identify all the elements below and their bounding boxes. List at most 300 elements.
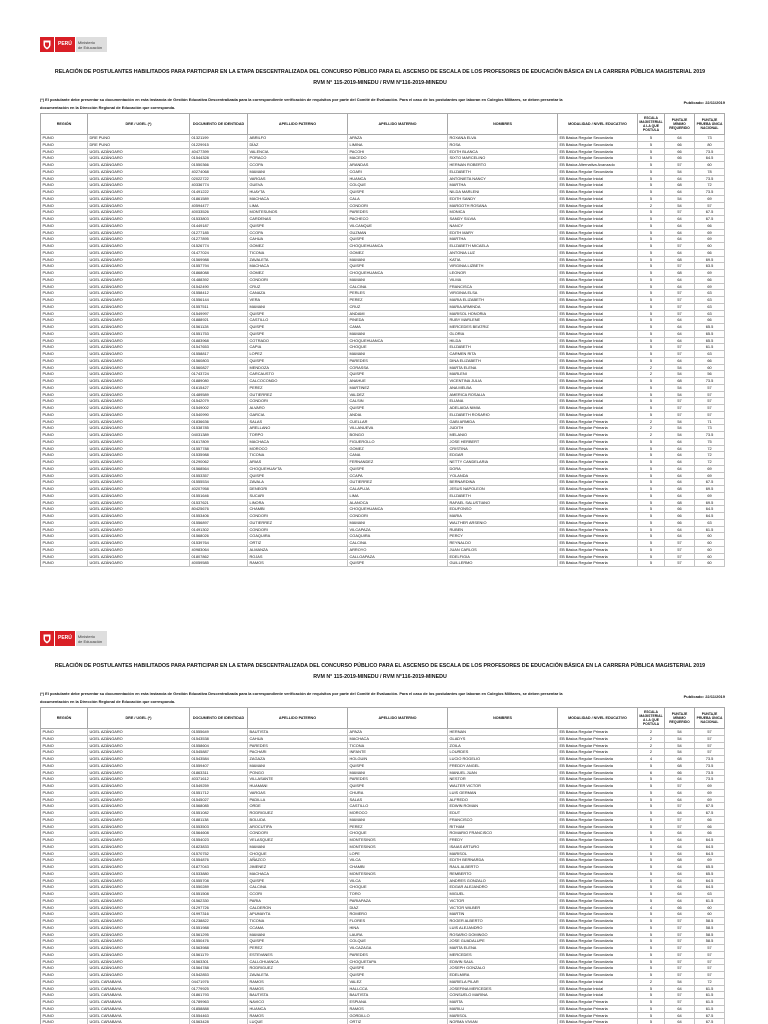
cell-modality-level: EB Básica Regular Secundaria: [558, 864, 638, 871]
table-row: [41, 459, 725, 466]
cell-dre-ugel: UGEL AZÁNGARO: [88, 270, 190, 277]
cell-document-id: 01557511: [190, 304, 248, 311]
cell-min-score: 64: [665, 459, 695, 466]
cell-maternal-surname: MAMANI: [348, 817, 448, 824]
cell-scale: 2: [638, 365, 665, 372]
cell-modality-level: EB Básica Regular Inicial: [558, 270, 638, 277]
cell-dre-ugel: UGEL AZÁNGARO: [88, 891, 190, 898]
cell-scale: 5: [638, 938, 665, 945]
cell-document-id: 01551988: [190, 925, 248, 932]
cell-exam-score: 69: [695, 783, 725, 790]
cell-dre-ugel: UGEL AZÁNGARO: [88, 398, 190, 405]
cell-exam-score: 73.5: [695, 432, 725, 439]
cell-dre-ugel: UGEL AZÁNGARO: [88, 284, 190, 291]
cell-min-score: 64: [665, 135, 695, 142]
cell-modality-level: EB Básica Regular Secundaria: [558, 155, 638, 162]
cell-exam-score: 69: [695, 797, 725, 804]
cell-modality-level: EB Básica Regular Secundaria: [558, 837, 638, 844]
cell-modality-level: EB Básica Regular Secundaria: [558, 965, 638, 972]
cell-paternal-surname: CHOQUEHUAYTA: [248, 466, 348, 473]
cell-dre-ugel: UGEL AZÁNGARO: [88, 743, 190, 750]
cell-modality-level: EB Básica Regular Secundaria: [558, 891, 638, 898]
cell-given-names: EDELMIRA: [448, 972, 558, 979]
cell-modality-level: EB Básica Regular Inicial: [558, 257, 638, 264]
cell-min-score: 54: [665, 743, 695, 750]
cell-min-score: 57: [665, 945, 695, 952]
cell-region: PUNO: [41, 250, 88, 257]
cell-paternal-surname: PEREZ: [248, 385, 348, 392]
cell-maternal-surname: MACHACA: [348, 736, 448, 743]
cell-scale: 5: [638, 1006, 665, 1013]
cell-paternal-surname: ARELLANO: [248, 425, 348, 432]
cell-document-id: 01997316: [190, 911, 248, 918]
cell-modality-level: EB Básica Regular Primaria: [558, 743, 638, 750]
cell-paternal-surname: BAUTISTA: [248, 729, 348, 736]
cell-region: PUNO: [41, 135, 88, 142]
cell-maternal-surname: TORO: [348, 891, 448, 898]
cell-min-score: 54: [665, 371, 695, 378]
cell-dre-ugel: UGEL AZÁNGARO: [88, 790, 190, 797]
cell-scale: 5: [638, 898, 665, 905]
cell-min-score: 68: [665, 378, 695, 385]
column-header-document-id: DOCUMENTO DE IDENTIDAD: [190, 708, 248, 729]
cell-given-names: HERNAN ROBERTO: [448, 162, 558, 169]
cell-modality-level: EB Básica Regular Primaria: [558, 419, 638, 426]
cell-scale: 2: [638, 749, 665, 756]
cell-maternal-surname: VILCAPAZA: [348, 527, 448, 534]
cell-given-names: DORA: [448, 466, 558, 473]
cell-paternal-surname: QUISPE: [248, 223, 348, 230]
table-row: [41, 857, 725, 864]
cell-given-names: GABI ARMIDA: [448, 419, 558, 426]
cell-region: PUNO: [41, 493, 88, 500]
cell-exam-score: 69: [695, 857, 725, 864]
table-row: [41, 196, 725, 203]
cell-maternal-surname: QUISPE: [348, 783, 448, 790]
cell-dre-ugel: UGEL AZÁNGARO: [88, 149, 190, 156]
cell-document-id: 01489589: [190, 392, 248, 399]
cell-dre-ugel: UGEL AZÁNGARO: [88, 925, 190, 932]
column-header-given-names: NOMBRES: [448, 114, 558, 135]
cell-dre-ugel: UGEL AZÁNGARO: [88, 547, 190, 554]
cell-modality-level: EB Básica Regular Secundaria: [558, 938, 638, 945]
cell-maternal-surname: QUISPE: [348, 972, 448, 979]
cell-dre-ugel: UGEL AZÁNGARO: [88, 331, 190, 338]
table-row: [41, 932, 725, 939]
cell-region: PUNO: [41, 142, 88, 149]
cell-region: PUNO: [41, 317, 88, 324]
cell-exam-score: 72: [695, 452, 725, 459]
cell-document-id: 01823833: [190, 844, 248, 851]
document-note: (*) El postulante debe presentar su documentación en esta instancia de Gestión Educativa Descentralizada para la correspondiente verificación de requisitos por parte del Comité de Evaluación. Para el caso de los postulantes que laboran en Colegios Militares, se deben presentar la documentación en la Dirección Regional de Educación que corresponda.: [40, 97, 563, 110]
cell-modality-level: EB Básica Regular Inicial: [558, 304, 638, 311]
cell-given-names: GUILLERMO: [448, 560, 558, 567]
cell-exam-score: 61.5: [695, 986, 725, 993]
cell-document-id: 40336774: [190, 182, 248, 189]
cell-min-score: 66: [665, 506, 695, 513]
cell-dre-ugel: UGEL AZÁNGARO: [88, 878, 190, 885]
document-title: RELACIÓN DE POSTULANTES HABILITADOS PARA PARTICIPAR EN LA ETAPA DESCENTRALIZADA DEL CONCURSO PÚBLICO PARA EL ASCENSO DE ESCALA DE LOS PROFESORES DE EDUCACIÓN BÁSICA EN LA CARRERA PÚBLICA MAGISTERIAL 2019: [54, 69, 706, 75]
cell-modality-level: EB Básica Regular Inicial: [558, 331, 638, 338]
cell-given-names: HERNAN: [448, 729, 558, 736]
cell-scale: 5: [638, 209, 665, 216]
cell-scale: 2: [638, 979, 665, 986]
cell-region: PUNO: [41, 257, 88, 264]
cell-document-id: 01549002: [190, 405, 248, 412]
cell-paternal-surname: TICONA: [248, 452, 348, 459]
cell-scale: 5: [638, 223, 665, 230]
cell-document-id: 40033526: [190, 209, 248, 216]
cell-maternal-surname: PAREDES: [348, 776, 448, 783]
column-header-document-id: DOCUMENTO DE IDENTIDAD: [190, 114, 248, 135]
cell-paternal-surname: LINORA: [248, 500, 348, 507]
cell-given-names: SIXTO MARCELINO: [448, 155, 558, 162]
cell-maternal-surname: CHOQUE: [348, 830, 448, 837]
cell-dre-ugel: UGEL CARABAYA: [88, 999, 190, 1006]
cell-scale: 5: [638, 182, 665, 189]
cell-modality-level: EB Básica Regular Inicial: [558, 311, 638, 318]
cell-exam-score: 64.5: [695, 851, 725, 858]
cell-given-names: FREDY: [448, 837, 558, 844]
table-row: [41, 540, 725, 547]
cell-scale: 5: [638, 776, 665, 783]
cell-modality-level: EB Básica Regular Primaria: [558, 473, 638, 480]
cell-document-id: 02022722: [190, 176, 248, 183]
cell-scale: 5: [638, 493, 665, 500]
cell-scale: 5: [638, 911, 665, 918]
cell-min-score: 64: [665, 479, 695, 486]
cell-dre-ugel: UGEL AZÁNGARO: [88, 176, 190, 183]
cell-maternal-surname: BONGO: [348, 432, 448, 439]
cell-maternal-surname: MAMANI: [348, 520, 448, 527]
cell-given-names: EDGAR ALEJANDRO: [448, 884, 558, 891]
cell-exam-score: 57: [695, 945, 725, 952]
cell-min-score: 66: [665, 149, 695, 156]
cell-paternal-surname: CALLOHUANCA: [248, 959, 348, 966]
cell-document-id: 01491222: [190, 189, 248, 196]
cell-exam-score: 66: [695, 830, 725, 837]
cell-paternal-surname: RAMOS: [248, 986, 348, 993]
table-row: [41, 263, 725, 270]
cell-modality-level: EB Básica Regular Inicial: [558, 317, 638, 324]
cell-scale: 5: [638, 230, 665, 237]
table-row: [41, 317, 725, 324]
cell-dre-ugel: UGEL AZÁNGARO: [88, 540, 190, 547]
column-header-scale: ESCALA MAGISTERIAL A LA QUE POSTULA: [638, 114, 665, 135]
cell-maternal-surname: CHOQUEHUANCA: [348, 243, 448, 250]
cell-maternal-surname: GUTIERREZ: [348, 479, 448, 486]
cell-exam-score: 60: [695, 243, 725, 250]
cell-document-id: 01537621: [190, 500, 248, 507]
cell-region: PUNO: [41, 223, 88, 230]
cell-document-id: 01561295: [190, 932, 248, 939]
cell-min-score: 57: [665, 412, 695, 419]
cell-region: PUNO: [41, 419, 88, 426]
table-row: [41, 878, 725, 885]
cell-paternal-surname: GOMEZ: [248, 243, 348, 250]
table-row: [41, 729, 725, 736]
cell-given-names: ADELAIDA NIMIA: [448, 405, 558, 412]
cell-given-names: ISAIAS ARTURO: [448, 844, 558, 851]
cell-min-score: 54: [665, 196, 695, 203]
cell-exam-score: 80: [695, 142, 725, 149]
cell-scale: 6: [638, 770, 665, 777]
cell-document-id: 01557794: [190, 263, 248, 270]
cell-exam-score: 60: [695, 533, 725, 540]
cell-maternal-surname: QUISPE: [348, 236, 448, 243]
table-row: [41, 918, 725, 925]
cell-dre-ugel: UGEL AZÁNGARO: [88, 419, 190, 426]
cell-min-score: 54: [665, 203, 695, 210]
cell-document-id: 01547653: [190, 344, 248, 351]
cell-paternal-surname: CARCAUSTO: [248, 371, 348, 378]
cell-region: PUNO: [41, 169, 88, 176]
cell-modality-level: EB Básica Regular Primaria: [558, 560, 638, 567]
cell-exam-score: 72: [695, 182, 725, 189]
cell-dre-ugel: UGEL AZÁNGARO: [88, 473, 190, 480]
cell-min-score: 64: [665, 830, 695, 837]
cell-given-names: ROGER ALBERTO: [448, 918, 558, 925]
cell-min-score: 54: [665, 432, 695, 439]
logo-country: PERÚ: [55, 631, 75, 646]
table-row: [41, 270, 725, 277]
cell-modality-level: EB Básica Regular Secundaria: [558, 790, 638, 797]
cell-scale: 5: [638, 257, 665, 264]
cell-scale: 5: [638, 925, 665, 932]
cell-paternal-surname: CARDENAS: [248, 216, 348, 223]
cell-min-score: 54: [665, 736, 695, 743]
table-row: [41, 891, 725, 898]
cell-region: PUNO: [41, 338, 88, 345]
cell-region: PUNO: [41, 756, 88, 763]
cell-modality-level: EB Básica Regular Inicial: [558, 230, 638, 237]
cell-exam-score: 69: [695, 236, 725, 243]
cell-document-id: 01617809: [190, 439, 248, 446]
cell-modality-level: EB Básica Regular Primaria: [558, 425, 638, 432]
cell-maternal-surname: CONDORI: [348, 203, 448, 210]
cell-given-names: MARISOL: [448, 851, 558, 858]
cell-dre-ugel: UGEL AZÁNGARO: [88, 182, 190, 189]
cell-given-names: ANDRES GONZALO: [448, 878, 558, 885]
cell-document-id: 04031389: [190, 432, 248, 439]
cell-modality-level: EB Básica Regular Inicial: [558, 986, 638, 993]
cell-exam-score: 69: [695, 284, 725, 291]
table-row: [41, 149, 725, 156]
cell-dre-ugel: UGEL AZÁNGARO: [88, 169, 190, 176]
cell-region: PUNO: [41, 999, 88, 1006]
cell-scale: 5: [638, 351, 665, 358]
cell-min-score: 68: [665, 486, 695, 493]
cell-document-id: 01563428: [190, 1019, 248, 1024]
cell-modality-level: EB Básica Regular Secundaria: [558, 770, 638, 777]
cell-scale: 5: [638, 317, 665, 324]
cell-scale: 5: [638, 547, 665, 554]
cell-modality-level: EB Básica Regular Secundaria: [558, 844, 638, 851]
cell-min-score: 64: [665, 898, 695, 905]
cell-document-id: 01858888: [190, 1006, 248, 1013]
cell-modality-level: EB Básica Regular Inicial: [558, 385, 638, 392]
cell-exam-score: 67.5: [695, 803, 725, 810]
cell-given-names: ROMARIO FRANCISCO: [448, 830, 558, 837]
cell-modality-level: EB Básica Regular Primaria: [558, 527, 638, 534]
published-date: Publicado: 22/11/2019: [683, 100, 725, 105]
cell-modality-level: EB Básica Regular Inicial: [558, 979, 638, 986]
cell-region: PUNO: [41, 304, 88, 311]
table-row: [41, 972, 725, 979]
cell-maternal-surname: CHOQUE: [348, 344, 448, 351]
cell-modality-level: EB Básica Regular Inicial: [558, 236, 638, 243]
cell-min-score: 57: [665, 824, 695, 831]
cell-document-id: 01543584: [190, 756, 248, 763]
cell-maternal-surname: LAURA: [348, 932, 448, 939]
cell-min-score: 64: [665, 790, 695, 797]
cell-paternal-surname: CASTILLO: [248, 317, 348, 324]
cell-given-names: ELIANA: [448, 398, 558, 405]
cell-exam-score: 60: [695, 365, 725, 372]
cell-maternal-surname: PEREZ: [348, 824, 448, 831]
cell-maternal-surname: APAZA: [348, 135, 448, 142]
cell-document-id: 40371612: [190, 776, 248, 783]
cell-min-score: 57: [665, 405, 695, 412]
cell-maternal-surname: CHURA: [348, 790, 448, 797]
cell-paternal-surname: ZAVALETA: [248, 972, 348, 979]
cell-paternal-surname: ORTIZ: [248, 540, 348, 547]
cell-exam-score: 67.5: [695, 810, 725, 817]
table-row: [41, 830, 725, 837]
table-row: [41, 844, 725, 851]
table-row: [41, 155, 725, 162]
cell-document-id: 01554463: [190, 1013, 248, 1020]
cell-exam-score: 69: [695, 196, 725, 203]
cell-dre-ugel: UGEL AZÁNGARO: [88, 803, 190, 810]
cell-maternal-surname: DIAZ: [348, 905, 448, 912]
cell-scale: 5: [638, 149, 665, 156]
cell-dre-ugel: UGEL AZÁNGARO: [88, 905, 190, 912]
cell-dre-ugel: UGEL AZÁNGARO: [88, 392, 190, 399]
cell-exam-score: 61.5: [695, 344, 725, 351]
cell-scale: 5: [638, 155, 665, 162]
cell-region: PUNO: [41, 810, 88, 817]
cell-document-id: 01861793: [190, 992, 248, 999]
cell-scale: 5: [638, 945, 665, 952]
cell-document-id: 01555534: [190, 479, 248, 486]
cell-region: PUNO: [41, 938, 88, 945]
cell-maternal-surname: HUANCA: [348, 176, 448, 183]
table-header: [41, 114, 725, 135]
cell-scale: 5: [638, 527, 665, 534]
cell-modality-level: EB Básica Regular Inicial: [558, 351, 638, 358]
cell-document-id: 01553406: [190, 513, 248, 520]
cell-dre-ugel: UGEL AZÁNGARO: [88, 797, 190, 804]
cell-given-names: ANTONIA LUZ: [448, 250, 558, 257]
cell-dre-ugel: UGEL AZÁNGARO: [88, 243, 190, 250]
cell-scale: 5: [638, 513, 665, 520]
cell-paternal-surname: NAVICO: [248, 999, 348, 1006]
table-row: [41, 810, 725, 817]
cell-modality-level: EB Básica Regular Primaria: [558, 1019, 638, 1024]
table-row: [41, 560, 725, 567]
cell-region: PUNO: [41, 311, 88, 318]
cell-exam-score: 64.5: [695, 844, 725, 851]
cell-given-names: JESUS NAPOLEON: [448, 486, 558, 493]
cell-document-id: 01277895: [190, 236, 248, 243]
table-row: [41, 338, 725, 345]
cell-given-names: MARTIN: [448, 911, 558, 918]
cell-region: PUNO: [41, 277, 88, 284]
cell-scale: 5: [638, 169, 665, 176]
cell-min-score: 57: [665, 297, 695, 304]
cell-modality-level: EB Básica Regular Primaria: [558, 540, 638, 547]
cell-modality-level: EB Básica Regular Primaria: [558, 506, 638, 513]
cell-maternal-surname: VALDEZ: [348, 392, 448, 399]
cell-exam-score: 58.5: [695, 932, 725, 939]
cell-modality-level: EB Básica Regular Primaria: [558, 466, 638, 473]
cell-maternal-surname: FIGUEROLLO: [348, 439, 448, 446]
cell-given-names: JOSEPH GONZALO: [448, 965, 558, 972]
cell-exam-score: 69.5: [695, 486, 725, 493]
cell-dre-ugel: UGEL AZÁNGARO: [88, 824, 190, 831]
cell-maternal-surname: ARROYO: [348, 547, 448, 554]
cell-region: PUNO: [41, 284, 88, 291]
cell-dre-ugel: UGEL AZÁNGARO: [88, 911, 190, 918]
cell-scale: 5: [638, 398, 665, 405]
cell-document-id: 01555708: [190, 878, 248, 885]
cell-document-id: 01550289: [190, 884, 248, 891]
cell-document-id: 04471976: [190, 979, 248, 986]
cell-paternal-surname: DENEGRI: [248, 486, 348, 493]
cell-dre-ugel: UGEL AZÁNGARO: [88, 466, 190, 473]
table-body: [41, 135, 725, 567]
cell-document-id: 80425676: [190, 506, 248, 513]
cell-given-names: JUAN CARLOS: [448, 547, 558, 554]
cell-paternal-surname: ABRILFO: [248, 135, 348, 142]
cell-paternal-surname: MACHACA: [248, 871, 348, 878]
cell-min-score: 64: [665, 358, 695, 365]
cell-scale: 5: [638, 243, 665, 250]
cell-scale: 5: [638, 176, 665, 183]
cell-min-score: 64: [665, 317, 695, 324]
table-row: [41, 986, 725, 993]
cell-dre-ugel: UGEL AZÁNGARO: [88, 493, 190, 500]
cell-min-score: 64: [665, 797, 695, 804]
cell-modality-level: EB Básica Regular Secundaria: [558, 945, 638, 952]
table-row: [41, 493, 725, 500]
cell-paternal-surname: APUMAYTA: [248, 911, 348, 918]
cell-modality-level: EB Básica Regular Primaria: [558, 500, 638, 507]
cell-paternal-surname: TICONA: [248, 918, 348, 925]
cell-exam-score: 60: [695, 905, 725, 912]
table-row: [41, 527, 725, 534]
table-row: [41, 533, 725, 540]
cell-scale: 5: [638, 405, 665, 412]
cell-region: PUNO: [41, 1019, 88, 1024]
cell-given-names: MARTA: [448, 999, 558, 1006]
cell-min-score: 64: [665, 844, 695, 851]
cell-maternal-surname: COARI: [348, 169, 448, 176]
cell-given-names: ANA MELBA: [448, 385, 558, 392]
cell-given-names: ELIZABETH ROSARIO: [448, 412, 558, 419]
cell-maternal-surname: PEREZ: [348, 297, 448, 304]
cell-given-names: EDITH SANDY: [448, 196, 558, 203]
cell-given-names: CONSUELO MARINA: [448, 992, 558, 999]
cell-modality-level: EB Básica Regular Primaria: [558, 479, 638, 486]
cell-dre-ugel: UGEL AZÁNGARO: [88, 432, 190, 439]
cell-modality-level: EB Básica Regular Secundaria: [558, 857, 638, 864]
table-row: [41, 905, 725, 912]
cell-given-names: MELANIO: [448, 432, 558, 439]
cell-paternal-surname: MACHACA: [248, 439, 348, 446]
cell-modality-level: EB Básica Regular Primaria: [558, 439, 638, 446]
